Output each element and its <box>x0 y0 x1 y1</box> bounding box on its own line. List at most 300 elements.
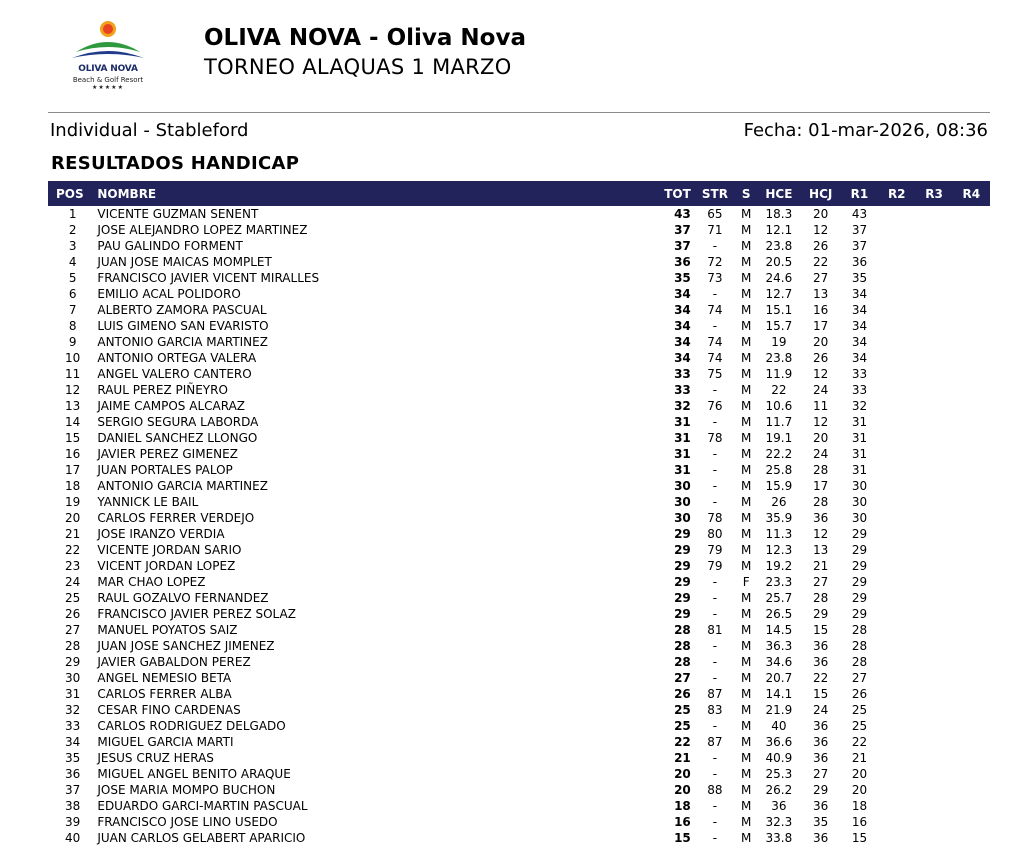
cell-str: - <box>712 751 718 765</box>
cell-tot: 21 <box>674 751 691 765</box>
cell-name: JUAN JOSE MAICAS MOMPLET <box>97 255 272 269</box>
cell-str: - <box>712 575 718 589</box>
cell-r3 <box>915 414 952 430</box>
cell-r3 <box>915 270 952 286</box>
cell-tot: 27 <box>674 671 691 685</box>
cell-name: LUIS GIMENO SAN EVARISTO <box>97 319 269 333</box>
cell-pos: 39 <box>65 815 81 829</box>
cell-r2 <box>878 430 915 446</box>
cell-r3 <box>915 638 952 654</box>
cell-r2 <box>878 398 915 414</box>
cell-name: ANTONIO GARCIA MARTINEZ <box>97 335 268 349</box>
cell-hce: 36 <box>771 799 787 813</box>
cell-r1: 32 <box>851 399 868 413</box>
cell-r2 <box>878 654 915 670</box>
cell-tot: 31 <box>674 463 691 477</box>
col-header-pos: POS <box>48 181 97 206</box>
cell-pos: 16 <box>65 447 81 461</box>
cell-r3 <box>915 254 952 270</box>
cell-pos: 3 <box>68 239 77 253</box>
cell-sex: M <box>740 623 752 637</box>
col-header-str: STR <box>695 181 735 206</box>
cell-hce: 11.7 <box>765 415 793 429</box>
cell-str: - <box>712 655 718 669</box>
table-row <box>48 302 990 318</box>
cell-name: SERGIO SEGURA LABORDA <box>97 415 259 429</box>
cell-r3 <box>915 478 952 494</box>
cell-pos: 2 <box>68 223 77 237</box>
cell-r4 <box>953 734 990 750</box>
cell-r1: 18 <box>851 799 868 813</box>
cell-r4 <box>953 766 990 782</box>
cell-hcj: 28 <box>813 463 829 477</box>
cell-r1: 31 <box>851 415 868 429</box>
cell-r3 <box>915 430 952 446</box>
oliva-nova-logo <box>62 18 154 98</box>
cell-r3 <box>915 238 952 254</box>
cell-pos: 7 <box>68 303 77 317</box>
cell-tot: 34 <box>674 303 691 317</box>
cell-sex: M <box>740 591 752 605</box>
cell-r1: 28 <box>851 655 868 669</box>
table-row <box>48 382 990 398</box>
cell-str: - <box>712 239 718 253</box>
cell-tot: 30 <box>674 479 691 493</box>
cell-r3 <box>915 222 952 238</box>
cell-tot: 36 <box>674 255 691 269</box>
cell-name: RAUL GOZALVO FERNANDEZ <box>97 591 269 605</box>
table-row <box>48 574 990 590</box>
cell-str: 79 <box>707 543 723 557</box>
cell-r3 <box>915 574 952 590</box>
cell-hce: 26.5 <box>765 607 793 621</box>
cell-r2 <box>878 526 915 542</box>
cell-hce: 26 <box>771 495 787 509</box>
col-header-hce: HCE <box>757 181 800 206</box>
cell-pos: 34 <box>65 735 81 749</box>
cell-hce: 19 <box>771 335 787 349</box>
cell-sex: M <box>740 239 752 253</box>
cell-r3 <box>915 334 952 350</box>
cell-name: EMILIO ACAL POLIDORO <box>97 287 241 301</box>
cell-tot: 22 <box>674 735 691 749</box>
cell-str: - <box>712 831 718 845</box>
cell-r4 <box>953 238 990 254</box>
cell-hcj: 22 <box>813 671 829 685</box>
cell-name: JOSE IRANZO VERDIA <box>97 527 225 541</box>
cell-r3 <box>915 462 952 478</box>
table-row <box>48 238 990 254</box>
cell-sex: M <box>740 255 752 269</box>
cell-hcj: 13 <box>813 287 829 301</box>
cell-hcj: 17 <box>813 319 829 333</box>
cell-r3 <box>915 542 952 558</box>
cell-sex: M <box>740 767 752 781</box>
cell-r3 <box>915 702 952 718</box>
cell-r3 <box>915 206 952 222</box>
cell-hcj: 20 <box>813 207 829 221</box>
cell-name: JUAN PORTALES PALOP <box>97 463 233 477</box>
cell-hcj: 29 <box>813 783 829 797</box>
cell-tot: 29 <box>674 527 691 541</box>
cell-hce: 33.8 <box>765 831 793 845</box>
cell-name: ANTONIO GARCIA MARTINEZ <box>97 479 268 493</box>
cell-hce: 14.1 <box>765 687 793 701</box>
cell-r2 <box>878 750 915 766</box>
cell-r2 <box>878 606 915 622</box>
cell-pos: 21 <box>65 527 81 541</box>
cell-hce: 40 <box>771 719 787 733</box>
cell-r4 <box>953 366 990 382</box>
cell-sex: M <box>740 559 752 573</box>
cell-sex: M <box>740 383 752 397</box>
cell-hcj: 28 <box>813 495 829 509</box>
cell-r2 <box>878 670 915 686</box>
cell-r4 <box>953 430 990 446</box>
cell-r2 <box>878 782 915 798</box>
table-row <box>48 670 990 686</box>
cell-tot: 34 <box>674 319 691 333</box>
cell-sex: F <box>742 575 750 589</box>
report-date: Fecha: 01-mar-2026, 08:36 <box>743 120 988 141</box>
col-header-r4: R4 <box>953 181 990 206</box>
cell-r1: 21 <box>851 751 868 765</box>
cell-tot: 35 <box>674 271 691 285</box>
table-row <box>48 414 990 430</box>
cell-str: 79 <box>707 559 723 573</box>
cell-name: DANIEL SANCHEZ LLONGO <box>97 431 258 445</box>
cell-hcj: 24 <box>813 447 829 461</box>
cell-r2 <box>878 734 915 750</box>
cell-pos: 19 <box>65 495 81 509</box>
cell-pos: 12 <box>65 383 81 397</box>
cell-str: - <box>712 447 718 461</box>
table-row <box>48 526 990 542</box>
cell-r3 <box>915 526 952 542</box>
table-row <box>48 606 990 622</box>
cell-r2 <box>878 414 915 430</box>
cell-r2 <box>878 446 915 462</box>
table-row <box>48 494 990 510</box>
table-row <box>48 654 990 670</box>
table-header-row <box>48 181 990 206</box>
cell-pos: 11 <box>65 367 81 381</box>
cell-r1: 20 <box>851 767 868 781</box>
cell-name: JOSE MARIA MOMPO BUCHON <box>97 783 276 797</box>
cell-tot: 33 <box>674 383 691 397</box>
cell-hcj: 20 <box>813 335 829 349</box>
cell-name: ALBERTO ZAMORA PASCUAL <box>97 303 267 317</box>
cell-r2 <box>878 718 915 734</box>
cell-tot: 25 <box>674 703 691 717</box>
cell-hce: 26.2 <box>765 783 793 797</box>
cell-r1: 28 <box>851 623 868 637</box>
cell-r4 <box>953 606 990 622</box>
cell-r3 <box>915 382 952 398</box>
cell-r3 <box>915 734 952 750</box>
cell-r2 <box>878 798 915 814</box>
cell-r2 <box>878 686 915 702</box>
cell-r4 <box>953 462 990 478</box>
cell-pos: 36 <box>65 767 81 781</box>
cell-r2 <box>878 462 915 478</box>
cell-r3 <box>915 718 952 734</box>
cell-pos: 8 <box>68 319 77 333</box>
cell-tot: 29 <box>674 591 691 605</box>
cell-str: 65 <box>707 207 723 221</box>
cell-r4 <box>953 686 990 702</box>
cell-hcj: 36 <box>813 799 829 813</box>
cell-r4 <box>953 750 990 766</box>
cell-hcj: 15 <box>813 623 829 637</box>
col-header-sex: S <box>735 181 757 206</box>
cell-name: JESUS CRUZ HERAS <box>97 751 214 765</box>
cell-hcj: 36 <box>813 639 829 653</box>
cell-hcj: 26 <box>813 351 829 365</box>
cell-r4 <box>953 318 990 334</box>
logo-subtitle: Beach & Golf Resort <box>72 76 144 84</box>
cell-pos: 17 <box>65 463 81 477</box>
cell-str: 72 <box>707 255 723 269</box>
cell-hce: 25.7 <box>765 591 793 605</box>
cell-tot: 37 <box>674 239 691 253</box>
cell-r4 <box>953 206 990 222</box>
cell-r1: 29 <box>851 575 868 589</box>
cell-sex: M <box>740 543 752 557</box>
cell-r2 <box>878 814 915 830</box>
cell-r4 <box>953 702 990 718</box>
cell-r3 <box>915 398 952 414</box>
cell-sex: M <box>740 815 752 829</box>
cell-r4 <box>953 718 990 734</box>
table-row <box>48 430 990 446</box>
cell-r2 <box>878 766 915 782</box>
cell-r2 <box>878 478 915 494</box>
cell-hce: 18.3 <box>765 207 793 221</box>
cell-sex: M <box>740 495 752 509</box>
cell-tot: 29 <box>674 575 691 589</box>
table-row <box>48 542 990 558</box>
cell-tot: 29 <box>674 607 691 621</box>
cell-name: VICENTE JORDAN SARIO <box>97 543 242 557</box>
cell-hcj: 16 <box>813 303 829 317</box>
cell-r3 <box>915 494 952 510</box>
table-row <box>48 286 990 302</box>
col-header-tot: TOT <box>657 181 695 206</box>
cell-hce: 35.9 <box>765 511 793 525</box>
cell-str: 88 <box>707 783 723 797</box>
cell-r1: 37 <box>851 223 868 237</box>
cell-hcj: 11 <box>813 399 829 413</box>
cell-hce: 23.8 <box>765 351 793 365</box>
cell-hce: 36.3 <box>765 639 793 653</box>
cell-sex: M <box>740 303 752 317</box>
col-header-hcj: HCJ <box>801 181 841 206</box>
cell-tot: 29 <box>674 559 691 573</box>
cell-hce: 32.3 <box>765 815 793 829</box>
cell-r4 <box>953 830 990 846</box>
cell-name: CESAR FINO CARDENAS <box>97 703 241 717</box>
cell-hce: 15.1 <box>765 303 793 317</box>
cell-r2 <box>878 574 915 590</box>
cell-tot: 29 <box>674 543 691 557</box>
cell-hce: 12.1 <box>765 223 793 237</box>
table-row <box>48 798 990 814</box>
cell-hcj: 15 <box>813 687 829 701</box>
cell-r3 <box>915 366 952 382</box>
cell-pos: 37 <box>65 783 81 797</box>
cell-str: 80 <box>707 527 723 541</box>
cell-hcj: 12 <box>813 223 829 237</box>
cell-r3 <box>915 558 952 574</box>
cell-tot: 15 <box>674 831 691 845</box>
cell-name: CARLOS FERRER VERDEJO <box>97 511 255 525</box>
table-row <box>48 462 990 478</box>
cell-hce: 15.7 <box>765 319 793 333</box>
cell-r3 <box>915 766 952 782</box>
cell-r1: 33 <box>851 367 868 381</box>
cell-r2 <box>878 382 915 398</box>
cell-sex: M <box>740 655 752 669</box>
cell-r4 <box>953 222 990 238</box>
cell-hcj: 36 <box>813 655 829 669</box>
cell-sex: M <box>740 431 752 445</box>
cell-str: - <box>712 287 718 301</box>
cell-r3 <box>915 670 952 686</box>
cell-r2 <box>878 366 915 382</box>
cell-r1: 34 <box>851 287 868 301</box>
cell-r4 <box>953 638 990 654</box>
cell-tot: 16 <box>674 815 691 829</box>
cell-name: JOSE ALEJANDRO LOPEZ MARTINEZ <box>97 223 308 237</box>
cell-hce: 20.7 <box>765 671 793 685</box>
cell-sex: M <box>740 479 752 493</box>
cell-tot: 25 <box>674 719 691 733</box>
cell-str: 76 <box>707 399 723 413</box>
cell-sex: M <box>740 687 752 701</box>
results-table <box>48 181 990 846</box>
cell-sex: M <box>740 799 752 813</box>
cell-str: - <box>712 319 718 333</box>
cell-r4 <box>953 382 990 398</box>
cell-r4 <box>953 814 990 830</box>
cell-str: - <box>712 463 718 477</box>
cell-sex: M <box>740 271 752 285</box>
cell-r4 <box>953 446 990 462</box>
cell-tot: 31 <box>674 431 691 445</box>
cell-str: 81 <box>707 623 723 637</box>
cell-hcj: 35 <box>813 815 829 829</box>
table-row <box>48 718 990 734</box>
cell-name: MANUEL POYATOS SAIZ <box>97 623 238 637</box>
table-row <box>48 622 990 638</box>
cell-hcj: 36 <box>813 511 829 525</box>
cell-r1: 29 <box>851 607 868 621</box>
cell-str: - <box>712 719 718 733</box>
cell-str: - <box>712 479 718 493</box>
cell-r1: 31 <box>851 463 868 477</box>
cell-pos: 6 <box>68 287 77 301</box>
cell-name: JUAN JOSE SANCHEZ JIMENEZ <box>97 639 275 653</box>
cell-pos: 10 <box>65 351 81 365</box>
cell-name: VICENTE GUZMAN SENENT <box>97 207 259 221</box>
cell-name: ANTONIO ORTEGA VALERA <box>97 351 257 365</box>
cell-tot: 32 <box>674 399 691 413</box>
cell-r4 <box>953 798 990 814</box>
cell-sex: M <box>740 511 752 525</box>
cell-name: RAUL PEREZ PIÑEYRO <box>97 383 228 397</box>
cell-hcj: 20 <box>813 431 829 445</box>
cell-r3 <box>915 350 952 366</box>
cell-str: 78 <box>707 431 723 445</box>
cell-hce: 19.2 <box>765 559 793 573</box>
cell-str: - <box>712 383 718 397</box>
cell-r3 <box>915 606 952 622</box>
table-row <box>48 350 990 366</box>
cell-name: CARLOS RODRIGUEZ DELGADO <box>97 719 286 733</box>
cell-hce: 20.5 <box>765 255 793 269</box>
cell-r2 <box>878 254 915 270</box>
cell-hcj: 24 <box>813 703 829 717</box>
cell-r1: 20 <box>851 783 868 797</box>
cell-r3 <box>915 590 952 606</box>
game-modality: Individual - Stableford <box>50 120 249 141</box>
cell-pos: 29 <box>65 655 81 669</box>
cell-str: 74 <box>707 335 723 349</box>
cell-hce: 23.8 <box>765 239 793 253</box>
cell-r3 <box>915 654 952 670</box>
cell-hce: 40.9 <box>765 751 793 765</box>
cell-hcj: 17 <box>813 479 829 493</box>
cell-r2 <box>878 302 915 318</box>
cell-pos: 32 <box>65 703 81 717</box>
club-title: OLIVA NOVA - Oliva Nova <box>204 25 526 51</box>
cell-tot: 18 <box>674 799 691 813</box>
cell-pos: 40 <box>65 831 81 845</box>
cell-hcj: 24 <box>813 383 829 397</box>
cell-name: CARLOS FERRER ALBA <box>97 687 232 701</box>
cell-name: ANGEL VALERO CANTERO <box>97 367 252 381</box>
cell-str: 73 <box>707 271 723 285</box>
cell-tot: 34 <box>674 287 691 301</box>
cell-tot: 37 <box>674 223 691 237</box>
cell-r2 <box>878 542 915 558</box>
table-row <box>48 222 990 238</box>
cell-sex: M <box>740 335 752 349</box>
cell-r1: 35 <box>851 271 868 285</box>
cell-str: 78 <box>707 511 723 525</box>
cell-name: FRANCISCO JAVIER VICENT MIRALLES <box>97 271 320 285</box>
table-row <box>48 590 990 606</box>
cell-name: VICENT JORDAN LOPEZ <box>97 559 236 573</box>
cell-r2 <box>878 510 915 526</box>
cell-r2 <box>878 622 915 638</box>
cell-r1: 43 <box>851 207 868 221</box>
cell-r1: 30 <box>851 511 868 525</box>
cell-pos: 25 <box>65 591 81 605</box>
cell-pos: 33 <box>65 719 81 733</box>
cell-hcj: 12 <box>813 527 829 541</box>
cell-sex: M <box>740 287 752 301</box>
col-header-r2: R2 <box>878 181 915 206</box>
cell-name: PAU GALINDO FORMENT <box>97 239 243 253</box>
table-row <box>48 398 990 414</box>
cell-hce: 12.7 <box>765 287 793 301</box>
cell-hce: 24.6 <box>765 271 793 285</box>
cell-r4 <box>953 574 990 590</box>
cell-pos: 38 <box>65 799 81 813</box>
table-row <box>48 478 990 494</box>
